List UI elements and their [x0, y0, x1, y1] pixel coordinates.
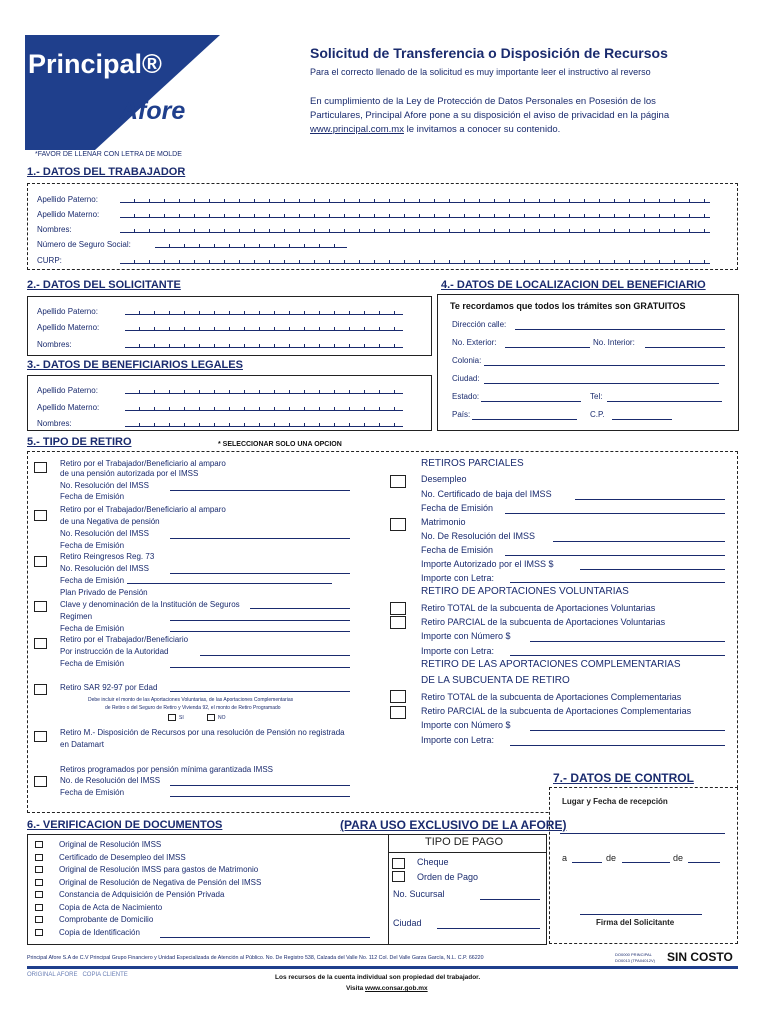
s4-gratuitos-note: Te recordamos que todos los trámites son GRATUITOS	[450, 301, 686, 311]
fecha-de1-label: de	[606, 853, 617, 863]
opt1-resolucion-field[interactable]	[170, 490, 350, 491]
importe-num-1-label: Importe con Número $	[421, 631, 511, 641]
opt2-line-b: de una Negativa de pensión	[60, 517, 160, 526]
section-4-box	[437, 294, 739, 431]
importe-num-1-field[interactable]	[530, 641, 725, 642]
sucursal-field[interactable]	[480, 899, 540, 900]
opt5-line-c: Fecha de Emisión	[60, 659, 125, 668]
cheque-label: Cheque	[417, 857, 449, 867]
doc-label: Copia de Acta de Nacimiento	[59, 902, 163, 912]
retiro-negativa-checkbox[interactable]	[34, 510, 47, 521]
matrimonio-checkbox[interactable]	[390, 518, 406, 531]
s2-apellido-paterno-label: Apellido Paterno:	[37, 307, 98, 316]
cheque-checkbox[interactable]	[392, 858, 405, 869]
retiro-reingresos-checkbox[interactable]	[34, 556, 47, 567]
s3-apellido-materno-field[interactable]	[125, 405, 403, 411]
doc-label: Original de Resolución IMSS	[59, 840, 162, 849]
s4-ciudad-label: Ciudad:	[452, 374, 480, 383]
footer-note: Los recursos de la cuenta individual son propiedad del trabajador.	[275, 974, 481, 981]
opt2-resolucion-field[interactable]	[170, 538, 350, 539]
fecha-anio-field[interactable]	[688, 862, 720, 863]
opt2-line-a: Retiro por el Trabajador/Beneficiario al amparo	[60, 505, 226, 514]
s4-exterior-label: No. Exterior:	[452, 338, 497, 347]
section-6-exclusive: (PARA USO EXCLUSIVO DE LA AFORE)	[340, 818, 567, 832]
desempleo-label: Desempleo	[421, 474, 467, 484]
section-3-title: 3.- DATOS DE BENEFICIARIOS LEGALES	[27, 359, 243, 371]
opt4-line-b: Clave y denominación de la Institución de Seguros	[60, 600, 240, 609]
opt1-line-a: Retiro por el Trabajador/Beneficiario al amparo	[60, 459, 226, 468]
privacy-link[interactable]: www.principal.com.mx	[310, 124, 404, 135]
s4-interior-field[interactable]	[645, 347, 725, 348]
doc-label: Constancia de Adquisición de Pensión Privada	[59, 890, 225, 899]
s3-apellido-paterno-label: Apellido Paterno:	[37, 386, 98, 395]
importe-num-2-field[interactable]	[530, 730, 725, 731]
importe-letra-1-field[interactable]	[510, 582, 725, 583]
s4-cp-field[interactable]	[612, 419, 672, 420]
desempleo-checkbox[interactable]	[390, 475, 406, 488]
sar-si-label: SI	[179, 715, 184, 721]
complementarias-title-1: RETIRO DE LAS APORTACIONES COMPLEMENTARIAS	[421, 659, 681, 670]
doc-checkbox[interactable]	[35, 929, 43, 936]
doc-checkbox[interactable]	[35, 891, 43, 898]
section-2-title: 2.- DATOS DEL SOLICITANTE	[27, 279, 181, 291]
s4-pais-label: País:	[452, 410, 471, 419]
opt1-line-c: No. Resolución del IMSS	[60, 481, 149, 490]
opt5-line-a: Retiro por el Trabajador/Beneficiario	[60, 635, 189, 644]
doc-label: Copia de Identificación	[59, 927, 140, 937]
lugar-fecha-label: Lugar y Fecha de recepción	[562, 797, 668, 806]
doc-checkbox[interactable]	[35, 841, 43, 848]
doc-checkbox[interactable]	[35, 916, 43, 923]
section-6-title: 6.- VERIFICACION DE DOCUMENTOS	[27, 819, 223, 831]
opt4-fecha-field[interactable]	[170, 631, 350, 632]
logo-product: Afore	[120, 97, 186, 125]
section-5-title: 5.- TIPO DE RETIRO	[27, 436, 132, 448]
opt8-fecha-field[interactable]	[170, 796, 350, 797]
tipo-pago-title-rule	[388, 852, 547, 853]
vol-parcial-label: Retiro PARCIAL de la subcuenta de Aportaciones Voluntarias	[421, 617, 666, 627]
s4-colonia-field[interactable]	[484, 365, 725, 366]
opt8-resolucion-field[interactable]	[170, 785, 350, 786]
importe-autorizado-field[interactable]	[580, 569, 725, 570]
opt6-note-b: de Retiro o del Seguro de Retiro y Vivienda 92, el monto de Retiro Programado	[105, 705, 281, 711]
s4-interior-label: No. Interior:	[593, 338, 635, 347]
s1-nombres-field[interactable]	[120, 227, 710, 233]
opt4-clave-field[interactable]	[250, 608, 350, 609]
s3-nombres-label: Nombres:	[37, 419, 72, 428]
s3-nombres-field[interactable]	[125, 421, 403, 427]
s1-nss-field[interactable]	[155, 242, 347, 248]
fecha-emision-1-label: Fecha de Emisión	[421, 503, 494, 513]
section-1-title: 1.- DATOS DEL TRABAJADOR	[27, 166, 186, 178]
importe-letra-3-label: Importe con Letra:	[421, 735, 495, 745]
fecha-dia-field[interactable]	[572, 862, 602, 863]
opt3-fecha-field[interactable]	[127, 583, 332, 584]
opt5-fecha-field[interactable]	[170, 667, 350, 668]
consar-link[interactable]: www.consar.gob.mx	[365, 985, 428, 992]
retiro-autoridad-checkbox[interactable]	[34, 638, 47, 649]
comp-parcial-checkbox[interactable]	[390, 706, 406, 719]
orden-pago-checkbox[interactable]	[392, 871, 405, 882]
doc-label: Comprobante de Domicilio	[59, 915, 154, 924]
identificacion-field[interactable]	[160, 937, 370, 938]
privacy-notice	[310, 95, 730, 137]
s4-exterior-field[interactable]	[505, 347, 590, 348]
opt8-line-a: Retiros programados por pensión mínima garantizada IMSS	[60, 765, 273, 774]
importe-letra-2-field[interactable]	[510, 655, 725, 656]
privacy-line-3	[310, 123, 730, 137]
complementarias-title-2: DE LA SUBCUENTA DE RETIRO	[421, 675, 570, 686]
importe-autorizado-label: Importe Autorizado por el IMSS $	[421, 559, 554, 569]
s1-apellido-materno-field[interactable]	[120, 212, 710, 218]
privacy-line-2: Particulares, Principal Afore pone a su disposición el aviso de privacidad en la página	[310, 110, 670, 121]
opt3-line-a: Retiro Reingresos Reg. 73	[60, 552, 155, 561]
firma-field[interactable]	[580, 914, 702, 915]
fecha-de2-label: de	[673, 853, 684, 863]
retiro-programado-checkbox[interactable]	[34, 776, 47, 787]
ciudad-field[interactable]	[437, 928, 540, 929]
s4-tel-field[interactable]	[607, 401, 722, 402]
s2-nombres-label: Nombres:	[37, 340, 72, 349]
s3-apellido-paterno-field[interactable]	[125, 388, 403, 394]
sar-no-label: NO	[218, 715, 226, 721]
vol-total-checkbox[interactable]	[390, 602, 406, 615]
sucursal-label: No. Sucursal	[393, 889, 445, 899]
tipo-pago-title: TIPO DE PAGO	[425, 836, 504, 848]
footer-visita-text: Visita	[346, 985, 366, 992]
fecha-emision-1-field[interactable]	[505, 513, 725, 514]
section-6-divider	[388, 834, 389, 945]
opt7-line-b: en Datamart	[60, 740, 105, 749]
s1-curp-label: CURP:	[37, 256, 62, 265]
comp-parcial-label: Retiro PARCIAL de la subcuenta de Aportaciones Complementarias	[421, 706, 692, 716]
s4-cp-label: C.P.	[590, 410, 605, 419]
s4-direccion-label: Dirección calle:	[452, 320, 507, 329]
doc-checkbox[interactable]	[35, 879, 43, 886]
fecha-mes-field[interactable]	[622, 862, 670, 863]
opt4-line-c: Regimen	[60, 612, 93, 621]
section-4-title: 4.- DATOS DE LOCALIZACION DEL BENEFICIARIO	[441, 279, 706, 291]
doc-checkbox[interactable]	[35, 854, 43, 861]
sar-no-checkbox[interactable]	[207, 714, 215, 721]
s3-apellido-materno-label: Apellido Materno:	[37, 403, 100, 412]
matrimonio-label: Matrimonio	[421, 517, 466, 527]
s1-apellido-materno-label: Apellido Materno:	[37, 210, 100, 219]
doc-checkbox[interactable]	[35, 904, 43, 911]
importe-num-2-label: Importe con Número $	[421, 720, 511, 730]
plan-privado-checkbox[interactable]	[34, 601, 47, 612]
opt6-line-a: Retiro SAR 92-97 por Edad	[60, 683, 158, 692]
opt3-resolucion-field[interactable]	[170, 573, 350, 574]
s1-nss-label: Número de Seguro Social:	[37, 240, 131, 249]
retiros-parciales-title: RETIROS PARCIALES	[421, 458, 524, 469]
opt4-line-d: Fecha de Emisión	[60, 624, 125, 633]
opt2-line-d: Fecha de Emisión	[60, 541, 125, 550]
s1-curp-field[interactable]	[120, 258, 710, 264]
section-7-title: 7.- DATOS DE CONTROL	[553, 771, 694, 785]
comp-total-checkbox[interactable]	[390, 690, 406, 703]
fecha-emision-2-field[interactable]	[505, 555, 725, 556]
opt7-line-a: Retiro M.- Disposición de Recursos por una resolución de Pensión no registrada	[60, 728, 345, 737]
logo	[25, 35, 220, 150]
opt3-line-b: No. Resolución del IMSS	[60, 564, 149, 573]
s4-pais-field[interactable]	[472, 419, 577, 420]
s4-tel-label: Tel:	[590, 392, 603, 401]
s4-colonia-label: Colonia:	[452, 356, 482, 365]
opt6-field[interactable]	[170, 691, 350, 692]
privacy-line-3-text: le invitamos a conocer su contenido.	[403, 124, 561, 135]
footer-rule	[27, 966, 738, 969]
sar-si-checkbox[interactable]	[168, 714, 176, 721]
doc-code-1: DO0000 PRINCIPAL	[615, 952, 652, 957]
s1-nombres-label: Nombres:	[37, 225, 72, 234]
opt5-line-b: Por instrucción de la Autoridad	[60, 647, 169, 656]
no-resolucion-label: No. De Resolución del IMSS	[421, 531, 536, 541]
cert-baja-label: No. Certificado de baja del IMSS	[421, 489, 552, 499]
no-resolucion-field[interactable]	[553, 541, 725, 542]
cert-baja-field[interactable]	[575, 499, 725, 500]
opt8-line-c: Fecha de Emisión	[60, 788, 125, 797]
footer-visita	[346, 985, 428, 992]
molde-note: *FAVOR DE LLENAR CON LETRA DE MOLDE	[35, 151, 182, 158]
importe-letra-3-field[interactable]	[510, 745, 725, 746]
vol-parcial-checkbox[interactable]	[390, 616, 406, 629]
opt4-regimen-field[interactable]	[170, 620, 350, 621]
comp-total-label: Retiro TOTAL de la subcuenta de Aportaciones Complementarias	[421, 692, 682, 702]
retiro-sar-checkbox[interactable]	[34, 684, 47, 695]
opt6-note-a: Debe incluir el monto de las Aportaciones Voluntarias, de las Aportaciones Complementarias	[88, 697, 294, 703]
opt8-line-b: No. de Resolución del IMSS	[60, 776, 161, 785]
doc-checkbox[interactable]	[35, 866, 43, 873]
sin-costo: SIN COSTO	[667, 950, 733, 964]
s4-estado-label: Estado:	[452, 392, 480, 401]
form-subtitle: Para el correcto llenado de la solicitud es muy importante leer el instructivo al reverso	[310, 67, 651, 77]
firma-label: Firma del Solicitante	[596, 918, 675, 927]
s2-apellido-materno-field[interactable]	[125, 325, 403, 331]
lugar-fecha-field[interactable]	[560, 833, 725, 834]
ciudad-label: Ciudad	[393, 918, 422, 928]
opt1-line-d: Fecha de Emisión	[60, 492, 125, 501]
opt1-line-b: de una pensión autorizada por el IMSS	[60, 469, 199, 478]
opt3-line-c: Fecha de Emisión	[60, 576, 125, 585]
doc-label: Original de Resolución IMSS para gastos de Matrimonio	[59, 865, 259, 874]
doc-label: Certificado de Desempleo del IMSS	[59, 852, 186, 862]
s5-select-note: * SELECCIONAR SOLO UNA OPCION	[218, 441, 342, 448]
s2-apellido-materno-label: Apellido Materno:	[37, 323, 100, 332]
importe-letra-2-label: Importe con Letra:	[421, 646, 495, 656]
copies-label: ORIGINAL AFORE COPIA CLIENTE	[27, 972, 128, 978]
s2-apellido-paterno-field[interactable]	[125, 309, 403, 315]
s4-estado-field[interactable]	[481, 401, 581, 402]
importe-letra-1-label: Importe con Letra:	[421, 573, 495, 583]
s4-direccion-field[interactable]	[515, 329, 725, 330]
form-title: Solicitud de Transferencia o Disposición de Recursos	[310, 45, 668, 61]
s1-apellido-paterno-field[interactable]	[120, 197, 710, 203]
privacy-line-1: En cumplimiento de la Ley de Protección de Datos Personales en Posesión de los	[310, 96, 656, 107]
retiro-pension-checkbox[interactable]	[34, 462, 47, 473]
voluntarias-title: RETIRO DE APORTACIONES VOLUNTARIAS	[421, 586, 629, 597]
legal-text: Principal Afore S.A de C.V Principal Grupo Financiero y Unidad Especializada de Atención al Público. No. De Registro 538, Calzada del Valle No. 112 Col. Del Valle Garza García, N.L. C.P. 66220	[27, 955, 484, 961]
logo-brand: Principal®	[28, 49, 162, 79]
s4-ciudad-field[interactable]	[484, 383, 719, 384]
doc-label: Original de Resolución de Negativa de Pensión del IMSS	[59, 877, 262, 887]
s2-nombres-field[interactable]	[125, 342, 403, 348]
s1-apellido-paterno-label: Apellido Paterno:	[37, 195, 98, 204]
doc-code-2: DO0013 (TPA04012V)	[615, 958, 655, 963]
opt5-instruccion-field[interactable]	[200, 655, 350, 656]
fecha-a-label: a	[562, 853, 568, 863]
fecha-emision-2-label: Fecha de Emisión	[421, 545, 494, 555]
retiro-m-checkbox[interactable]	[34, 731, 47, 742]
opt4-line-a: Plan Privado de Pensión	[60, 588, 148, 597]
opt2-line-c: No. Resolución del IMSS	[60, 529, 149, 538]
orden-pago-label: Orden de Pago	[417, 872, 479, 882]
vol-total-label: Retiro TOTAL de la subcuenta de Aportaciones Voluntarias	[421, 603, 656, 613]
